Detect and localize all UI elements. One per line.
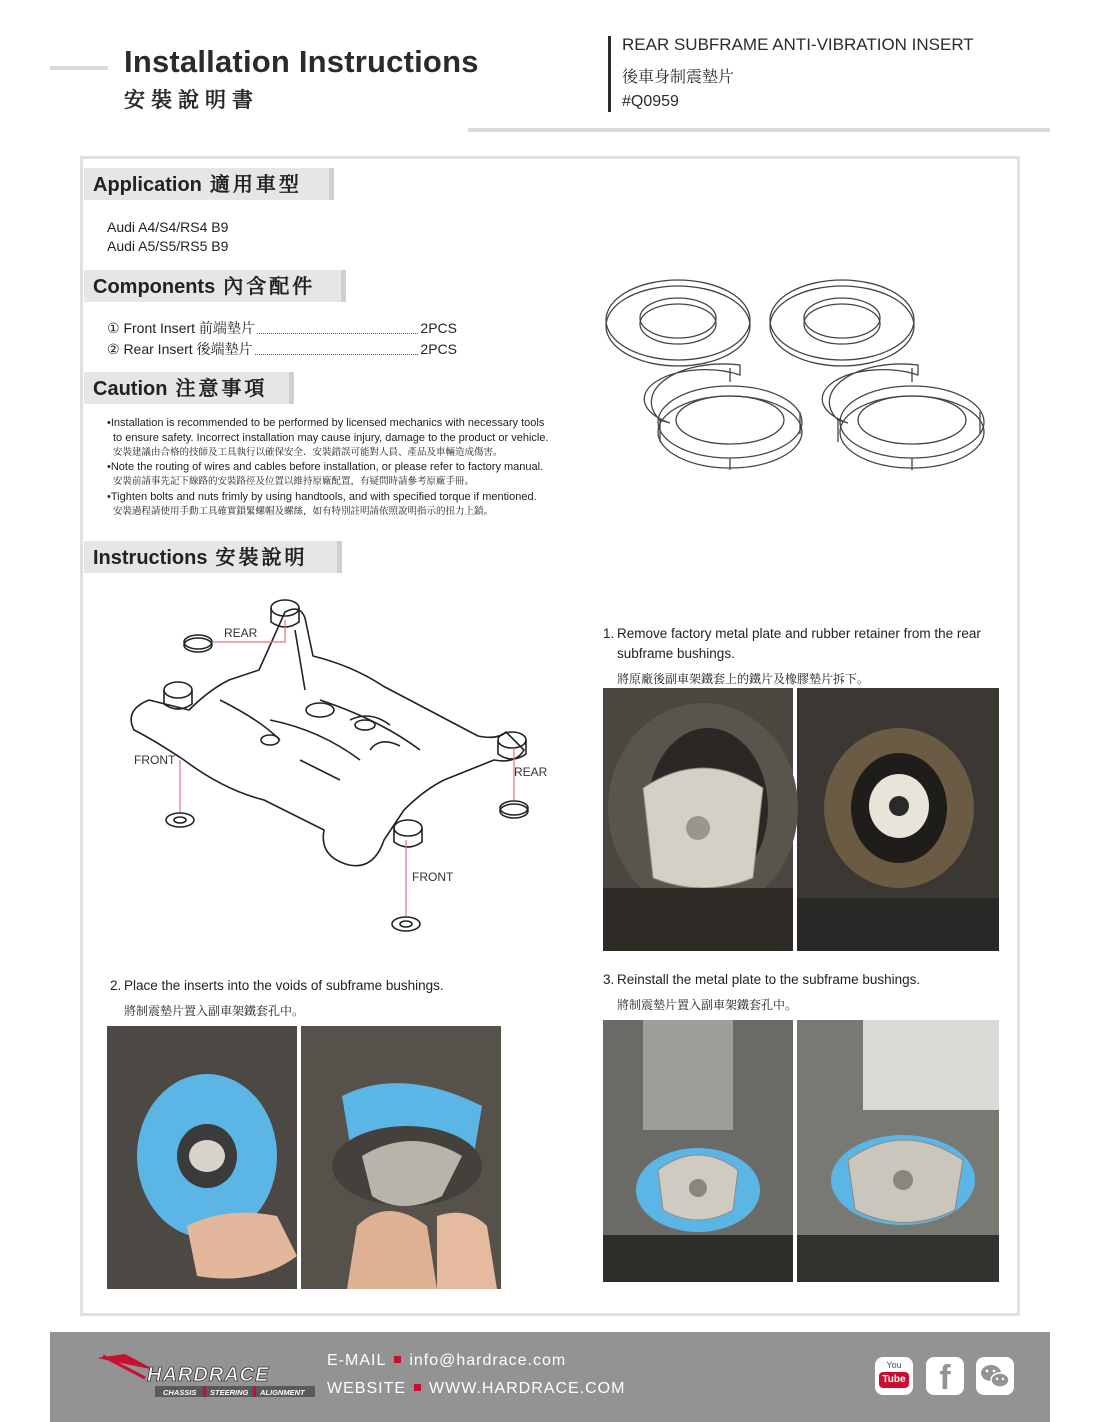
component-name: ② Rear Insert 後端墊片 bbox=[107, 341, 253, 357]
component-qty: 2PCS bbox=[420, 341, 457, 357]
separator-square bbox=[394, 1356, 401, 1363]
product-name: REAR SUBFRAME ANTI-VIBRATION INSERT bbox=[622, 35, 974, 54]
hardrace-logo bbox=[95, 1352, 325, 1400]
step-text-en: Place the inserts into the voids of subframe bushings. bbox=[124, 978, 444, 993]
step-text-zh: 將原廠後副車架鐵套上的鐵片及橡膠墊片拆下。 bbox=[617, 672, 870, 686]
caution-item bbox=[107, 460, 607, 490]
subframe-diagram bbox=[120, 590, 560, 940]
caution-text-zh: 安裝過程請使用手動工具確實鎖緊螺帽及螺絲，如有特別註明請依照說明指示的扭力上鎖。 bbox=[113, 505, 494, 517]
components-heading bbox=[84, 270, 346, 302]
step-text-zh: 將制震墊片置入副車架鐵套孔中。 bbox=[124, 1004, 305, 1018]
tagline-chassis: CHASSIS bbox=[163, 1388, 197, 1397]
application-heading bbox=[84, 168, 334, 200]
application-heading-zh: 適用車型 bbox=[209, 172, 302, 196]
caution-item bbox=[107, 416, 607, 460]
step-3-photo bbox=[603, 1020, 999, 1282]
label-rear-right: REAR bbox=[514, 765, 548, 779]
step-2-photo bbox=[107, 1026, 501, 1289]
label-front-left: FRONT bbox=[134, 753, 176, 767]
instructions-heading-zh: 安裝說明 bbox=[215, 545, 308, 569]
application-model: Audi A5/S5/RS5 B9 bbox=[107, 238, 229, 254]
step-number: 2. bbox=[110, 978, 122, 993]
tagline-steering: STEERING bbox=[210, 1388, 249, 1397]
caution-text-en: •Note the routing of wires and cables before installation, or please refer to factory manual. bbox=[107, 461, 544, 474]
caution-text-en: •Tighten bolts and nuts frimly by using handtools, and with specified torque if mentioned. bbox=[107, 490, 537, 503]
email-link[interactable]: info@hardrace.com bbox=[409, 1352, 567, 1369]
leader-dots bbox=[257, 318, 419, 334]
application-model: Audi A4/S4/RS4 B9 bbox=[107, 219, 229, 235]
caution-text-zh: 安裝建議由合格的技師及工具執行以確保安全．安裝錯誤可能對人員、產品及車輛造成傷害。 bbox=[113, 446, 503, 458]
application-list bbox=[107, 218, 228, 256]
youtube-icon-top: You bbox=[886, 1360, 902, 1370]
footer-email bbox=[327, 1352, 566, 1370]
brand-name: HARDRACE bbox=[147, 1364, 270, 1386]
caution-list bbox=[107, 416, 607, 520]
step-2 bbox=[110, 976, 530, 1021]
header-divider bbox=[608, 36, 611, 112]
page-title-zh: 安裝說明書 bbox=[124, 87, 259, 112]
product-code: #Q0959 bbox=[622, 93, 679, 110]
label-front-bottom: FRONT bbox=[412, 870, 454, 884]
step-3 bbox=[603, 970, 1003, 1015]
caution-heading-zh: 注意事項 bbox=[175, 376, 268, 400]
inserts-illustration bbox=[600, 272, 1010, 472]
page-title: Installation Instructions bbox=[124, 44, 479, 79]
step-text-en: Reinstall the metal plate to the subframe bushings. bbox=[617, 972, 921, 987]
step-number: 1. bbox=[603, 626, 615, 641]
caution-text-en: •Installation is recommended to be performed by licensed mechanics with necessary tools bbox=[107, 417, 545, 429]
product-name-zh: 後車身制震墊片 bbox=[622, 69, 735, 86]
caution-text-en-cont: to ensure safety. Incorrect installation may cause injury, damage to the product or vehicle. bbox=[113, 431, 549, 444]
components-list bbox=[107, 318, 457, 360]
caution-heading bbox=[84, 372, 294, 404]
email-label: E-MAIL bbox=[327, 1352, 387, 1369]
component-name: ① Front Insert 前端墊片 bbox=[107, 320, 255, 336]
instructions-heading-en: Instructions bbox=[93, 547, 208, 569]
wechat-icon[interactable] bbox=[976, 1357, 1014, 1395]
step-1 bbox=[603, 624, 1003, 689]
tagline-alignment: ALIGNMENT bbox=[260, 1388, 305, 1397]
step-text-zh: 將制震墊片置入副車架鐵套孔中。 bbox=[617, 998, 798, 1012]
step-1-photo bbox=[603, 688, 999, 951]
label-rear-top: REAR bbox=[224, 626, 258, 640]
youtube-icon[interactable] bbox=[875, 1357, 913, 1395]
website-label: WEBSITE bbox=[327, 1380, 407, 1397]
footer-website bbox=[327, 1380, 625, 1398]
facebook-icon[interactable]: f bbox=[926, 1357, 964, 1395]
component-row bbox=[107, 339, 457, 360]
website-link[interactable]: WWW.HARDRACE.COM bbox=[429, 1380, 626, 1397]
instructions-heading bbox=[84, 541, 342, 573]
leader-dots bbox=[255, 339, 419, 355]
youtube-icon-bottom: Tube bbox=[879, 1372, 909, 1388]
caution-text-zh: 安裝前請事先記下線路的安裝路徑及位置以維持原廠配置，有疑問時請參考原廠手冊。 bbox=[113, 476, 475, 488]
component-qty: 2PCS bbox=[420, 320, 457, 336]
footer bbox=[50, 1332, 1050, 1422]
caution-item bbox=[107, 490, 607, 520]
separator-square bbox=[414, 1384, 421, 1391]
header-rule-left bbox=[50, 66, 108, 70]
application-heading-en: Application bbox=[93, 174, 202, 196]
header-rule-right bbox=[468, 128, 1050, 132]
components-heading-en: Components bbox=[93, 276, 216, 298]
step-number: 3. bbox=[603, 972, 615, 987]
component-row bbox=[107, 318, 457, 339]
step-text-en: Remove factory metal plate and rubber retainer from the rear subframe bushings. bbox=[617, 626, 981, 661]
components-heading-zh: 內含配件 bbox=[223, 274, 316, 298]
caution-heading-en: Caution bbox=[93, 378, 168, 400]
wechat-icon-glyph bbox=[976, 1357, 1014, 1395]
